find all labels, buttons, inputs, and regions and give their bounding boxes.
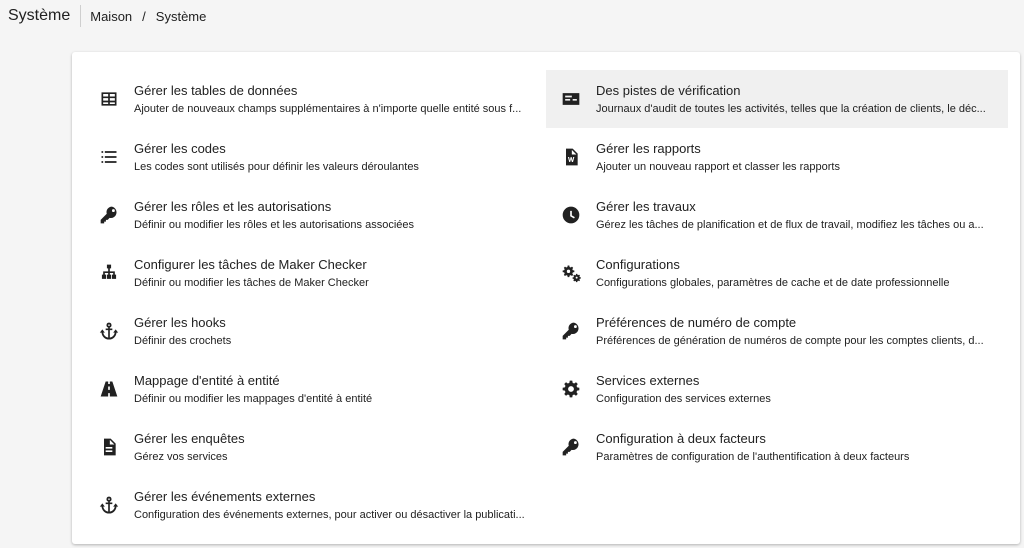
right-column (546, 70, 1008, 476)
system-menu-card (72, 52, 1020, 544)
menu-item-title: Gérer les enquêtes (134, 430, 245, 446)
menu-item-title: Configuration à deux facteurs (596, 430, 766, 446)
page-title: Système (0, 5, 81, 27)
menu-item-text (596, 257, 1008, 290)
menu-item-text (134, 199, 546, 232)
menu-item-des-pistes-de-verification[interactable] (546, 70, 1008, 128)
menu-item-title: Configurer les tâches de Maker Checker (134, 256, 367, 272)
key-icon (546, 437, 596, 457)
menu-item-gerer-les-hooks[interactable] (84, 302, 546, 360)
menu-item-gerer-les-roles-et-les-autorisations[interactable] (84, 186, 546, 244)
breadcrumb (81, 9, 206, 24)
menu-item-title: Gérer les tables de données (134, 82, 298, 98)
menu-item-text (596, 315, 1008, 348)
breadcrumb-separator: / (142, 8, 146, 24)
menu-item-text (596, 373, 1008, 406)
left-column (84, 70, 546, 534)
menu-item-description: Configurations globales, paramètres de cache et de date professionnelle (596, 276, 950, 289)
file-icon (84, 437, 134, 457)
clock-icon (546, 205, 596, 225)
menu-item-mappage-d-entite-a-entite[interactable] (84, 360, 546, 418)
menu-item-text (134, 431, 546, 464)
menu-item-configurations[interactable] (546, 244, 1008, 302)
key-icon (84, 205, 134, 225)
menu-item-text (134, 373, 546, 406)
menu-item-title: Mappage d'entité à entité (134, 372, 280, 388)
menu-item-title: Services externes (596, 372, 700, 388)
road-icon (84, 379, 134, 399)
menu-item-title: Gérer les rôles et les autorisations (134, 198, 332, 214)
menu-item-gerer-les-tables-de-donnees[interactable] (84, 70, 546, 128)
menu-item-title: Gérer les rapports (596, 140, 701, 156)
menu-item-description: Configuration des événements externes, pour activer ou désactiver la publicati... (134, 508, 525, 521)
menu-item-description: Définir ou modifier les rôles et les autorisations associées (134, 218, 415, 231)
menu-item-description: Ajouter de nouveaux champs supplémentaires à n'importe quelle entité sous f... (134, 102, 522, 115)
menu-item-gerer-les-travaux[interactable] (546, 186, 1008, 244)
list-icon (84, 147, 134, 167)
menu-item-text (134, 315, 546, 348)
table-icon (84, 89, 134, 109)
menu-item-description: Définir ou modifier les tâches de Maker Checker (134, 276, 369, 289)
menu-item-title: Gérer les codes (134, 140, 226, 156)
menu-item-text (596, 141, 1008, 174)
menu-item-gerer-les-rapports[interactable] (546, 128, 1008, 186)
menu-item-text (596, 199, 1008, 232)
menu-item-preferences-de-numero-de-compte[interactable] (546, 302, 1008, 360)
menu-item-description: Les codes sont utilisés pour définir les valeurs déroulantes (134, 160, 419, 173)
menu-item-text (596, 83, 1008, 116)
key-icon (546, 321, 596, 341)
page-header (0, 0, 1024, 32)
anchor-icon (84, 321, 134, 341)
menu-item-configuration-a-deux-facteurs[interactable] (546, 418, 1008, 476)
anchor-icon (84, 495, 134, 515)
menu-item-description: Paramètres de configuration de l'authentification à deux facteurs (596, 450, 910, 463)
breadcrumb-current: Système (155, 8, 207, 24)
menu-item-text (134, 489, 546, 522)
menu-item-description: Définir des crochets (134, 334, 232, 347)
menu-item-configurer-les-taches-de-maker-checker[interactable] (84, 244, 546, 302)
cog-icon (546, 379, 596, 399)
menu-item-gerer-les-evenements-externes[interactable] (84, 476, 546, 534)
breadcrumb-home-link[interactable]: Maison (90, 8, 133, 24)
menu-item-description: Définir ou modifier les mappages d'entité à entité (134, 392, 373, 405)
menu-item-title: Préférences de numéro de compte (596, 314, 797, 330)
menu-item-gerer-les-codes[interactable] (84, 128, 546, 186)
menu-item-text (134, 257, 546, 290)
menu-item-title: Configurations (596, 256, 680, 272)
menu-item-title: Gérer les événements externes (134, 488, 316, 504)
sitemap-icon (84, 263, 134, 283)
menu-item-description: Préférences de génération de numéros de compte pour les comptes clients, d... (596, 334, 984, 347)
menu-item-description: Ajouter un nouveau rapport et classer les rapports (596, 160, 840, 173)
menu-item-description: Gérez les tâches de planification et de flux de travail, modifiez les tâches ou a... (596, 218, 984, 231)
id-card-icon (546, 89, 596, 109)
menu-item-title: Gérer les travaux (596, 198, 696, 214)
menu-item-description: Journaux d'audit de toutes les activités, telles que la création de clients, le déc... (596, 102, 986, 115)
menu-item-description: Configuration des services externes (596, 392, 771, 405)
menu-item-text (596, 431, 1008, 464)
menu-item-title: Des pistes de vérification (596, 82, 741, 98)
menu-item-services-externes[interactable] (546, 360, 1008, 418)
cogs-icon (546, 263, 596, 283)
menu-item-gerer-les-enquetes[interactable] (84, 418, 546, 476)
menu-item-description: Gérez vos services (134, 450, 228, 463)
menu-item-text (134, 141, 546, 174)
menu-item-title: Gérer les hooks (134, 314, 226, 330)
menu-item-text (134, 83, 546, 116)
word-file-icon (546, 147, 596, 167)
